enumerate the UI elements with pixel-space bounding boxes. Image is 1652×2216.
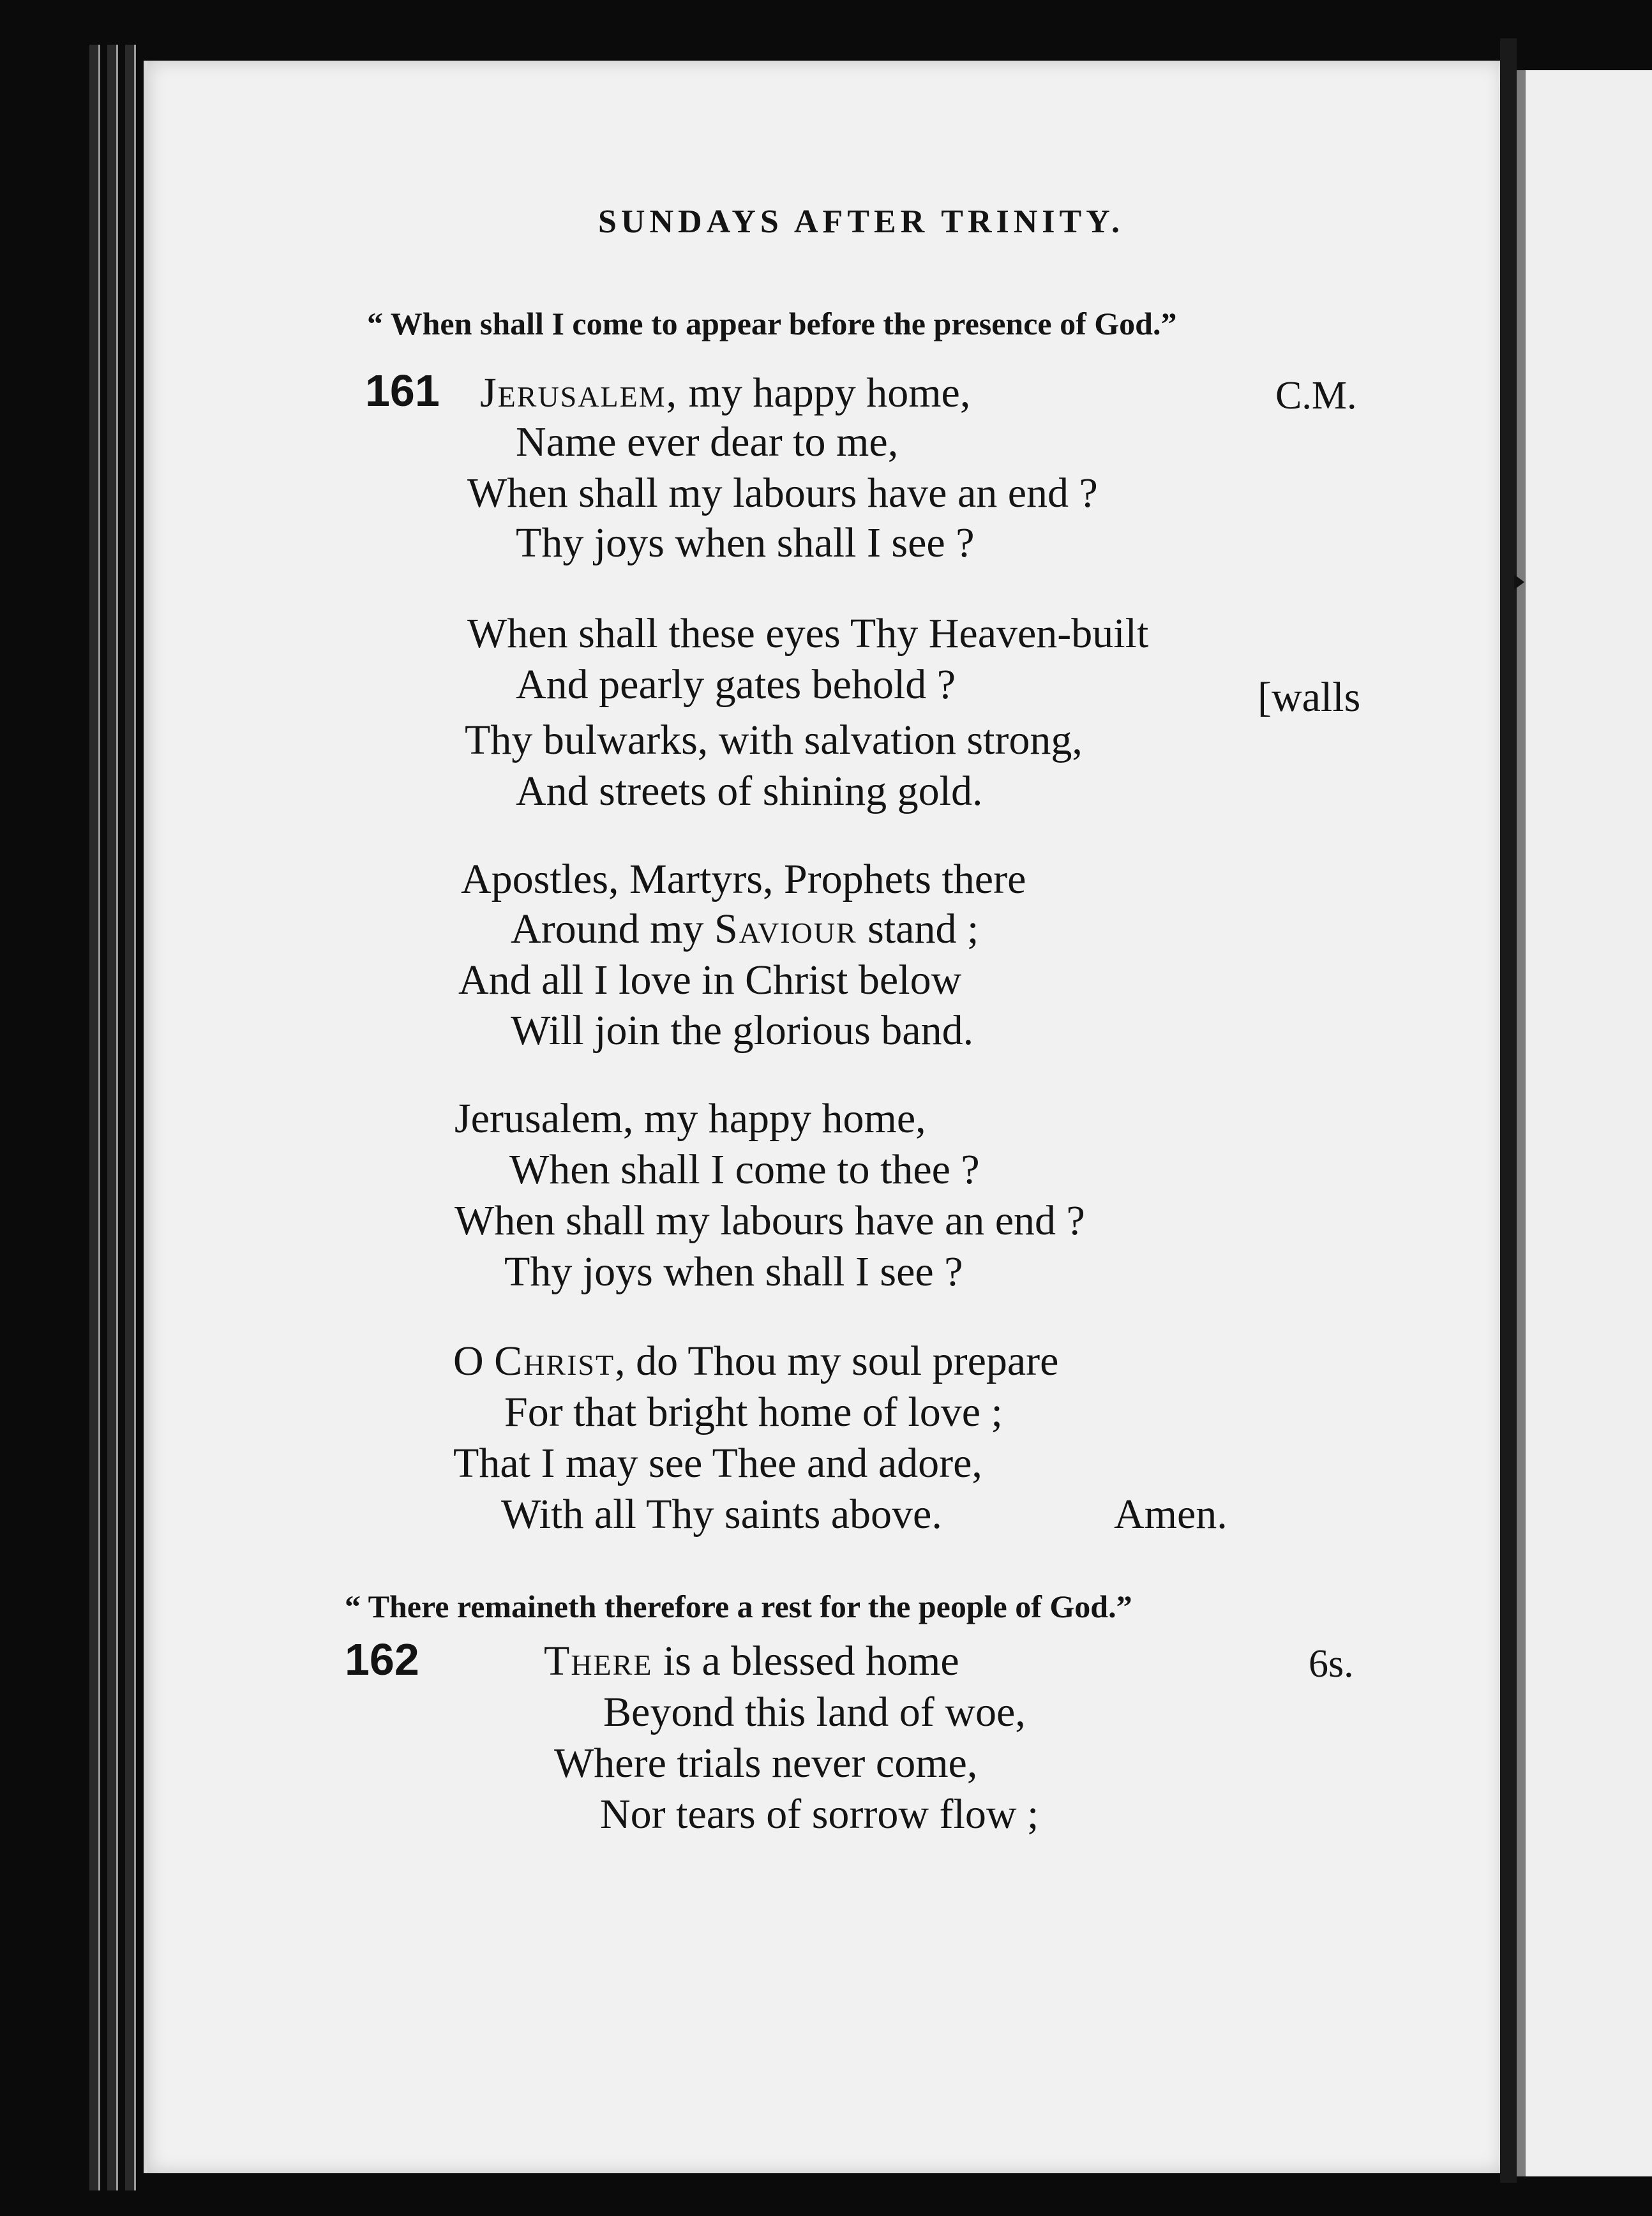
hymn-line: Jerusalem, my happy home, [454,1095,926,1142]
page-edge [125,45,136,2190]
first-word: Jerusalem, [480,370,679,416]
hymn-line: With all Thy saints above. [501,1491,942,1538]
line-part: stand ; [857,906,979,952]
hymn-line: That I may see Thee and adore, [453,1440,982,1486]
line-part: O [453,1338,495,1384]
first-word: There [544,1638,653,1684]
hymn-162-epigraph: “ There remaineth therefore a rest for the people of God.” [345,1589,1132,1624]
hymn-line: Thy joys when shall I see ? [516,520,975,566]
hymn-line-turnover: [walls [1258,674,1361,721]
hymn-line: Name ever dear to me, [516,419,899,465]
hymn-162-meter: 6s. [1309,1642,1354,1686]
hymn-line: Beyond this land of woe, [603,1689,1026,1735]
small-caps-word: Saviour [714,906,857,952]
hymn-162-number: 162 [345,1635,419,1684]
hymn-line: When shall I come to thee ? [509,1146,980,1193]
hymn-line: When shall my labours have an end ? [454,1197,1085,1244]
hymn-162-first-line [544,1637,959,1686]
facing-page-edge [1517,70,1652,2176]
hymn-line: For that bright home of love ; [504,1389,1003,1435]
line-part: Around my [511,906,714,952]
line-part: , do Thou my soul prepare [615,1338,1059,1384]
running-title: SUNDAYS AFTER TRINITY. [598,204,1124,240]
small-caps-word: Christ [494,1338,615,1384]
first-line-rest: my happy home, [678,370,971,416]
hymn-line: And all I love in Christ below [458,957,962,1003]
hymn-line: And pearly gates behold ? [516,661,956,708]
first-line-rest: is a blessed home [652,1638,959,1684]
hymn-161-meter: C.M. [1275,374,1357,417]
arrow-marker-icon [1514,574,1524,590]
page-edge [89,45,100,2190]
hymn-line: Thy joys when shall I see ? [504,1248,963,1295]
hymn-line [511,905,979,954]
hymn-line: Where trials never come, [554,1740,978,1786]
hymn-line: Nor tears of sorrow flow ; [600,1791,1039,1838]
hymn-line: Apostles, Martyrs, Prophets there [461,856,1026,902]
hymn-line: Thy bulwarks, with salvation strong, [465,717,1083,763]
page-edge [107,45,118,2190]
hymn-amen: Amen. [1114,1491,1228,1538]
hymn-line: Will join the glorious band. [511,1007,974,1054]
hymn-line: And streets of shining gold. [516,768,983,814]
book-gutter [1500,38,1517,2183]
hymn-line [453,1337,1058,1386]
hymn-line: When shall these eyes Thy Heaven-built [467,610,1149,657]
hymn-161-number: 161 [365,366,440,416]
hymn-line: When shall my labours have an end ? [467,470,1098,516]
hymn-161-first-line [480,369,970,417]
hymn-161-epigraph: “ When shall I come to appear before the presence of God.” [367,306,1177,341]
